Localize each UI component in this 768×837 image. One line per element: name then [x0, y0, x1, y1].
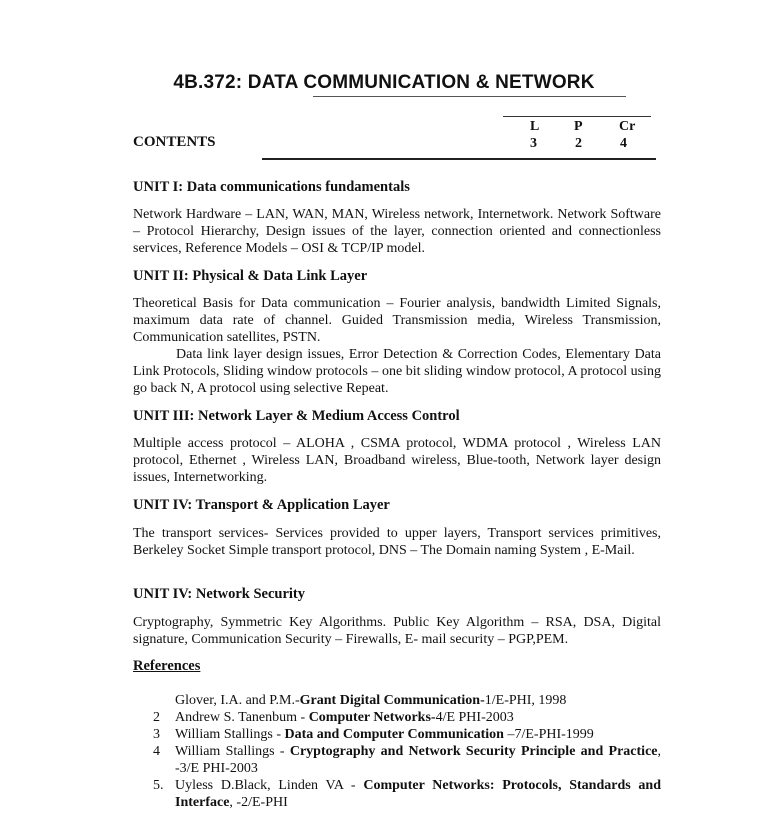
reference-item	[133, 692, 661, 709]
reference-item	[133, 777, 661, 811]
reference-edition: 4/E PHI-2003	[435, 710, 514, 725]
course-title: 4B.372: DATA COMMUNICATION & NETWORK	[173, 72, 595, 93]
reference-item	[133, 726, 661, 743]
unit-3-heading: UNIT III: Network Layer & Medium Access Control	[133, 408, 460, 424]
reference-author: Uyless D.Black, Linden VA -	[175, 778, 364, 793]
contents-rule	[262, 158, 656, 160]
ltp-value-l: 3	[530, 136, 537, 151]
unit-3-body: Multiple access protocol – ALOHA , CSMA protocol, WDMA protocol , Wireless LAN protocol, Ethernet , Wireless LAN, Broadband wireless, Blue-tooth, Network layer design issues, Internetworking.	[133, 436, 661, 485]
reference-author: William Stallings -	[175, 727, 285, 742]
reference-item	[133, 709, 661, 726]
reference-item	[133, 743, 661, 777]
reference-title: Data and Computer Communication	[284, 727, 504, 742]
unit-2-body-1: Theoretical Basis for Data communication – Fourier analysis, bandwidth Limited Signals, maximum data rate of channel. Guided Transmission media, Wireless Transmission, Communication satellites, PSTN.	[133, 296, 661, 345]
reference-number: 3	[153, 727, 160, 742]
unit-4-body: The transport services- Services provided to upper layers, Transport services primitives, Berkeley Socket Simple transport protocol, DNS – The Domain naming System , E-Mail.	[133, 526, 661, 558]
reference-edition: , -2/E-PHI	[229, 795, 288, 810]
reference-number: 4	[153, 744, 160, 759]
unit-5-body: Cryptography, Symmetric Key Algorithms. Public Key Algorithm – RSA, DSA, Digital signature, Communication Security – Firewalls, E- mail security – PGP,PEM.	[133, 615, 661, 647]
reference-author: Glover, I.A. and P.M.-	[175, 693, 300, 708]
ltp-header-cr: Cr	[619, 119, 636, 134]
reference-number: 2	[153, 710, 160, 725]
unit-1-body: Network Hardware – LAN, WAN, MAN, Wireless network, Internetwork. Network Software – Protocol Hierarchy, Design issues of the layer, connection oriented and connectionless services, Reference Models – OSI & TCP/IP model.	[133, 207, 661, 256]
unit-5-heading: UNIT IV: Network Security	[133, 586, 305, 602]
title-underline	[313, 96, 626, 97]
unit-1-heading: UNIT I: Data communications fundamentals	[133, 179, 410, 195]
unit-2-body-2: Data link layer design issues, Error Detection & Correction Codes, Elementary Data Link Protocols, Sliding window protocols – one bit sliding window protocol, A protocol using go back N, A protocol using selective Repeat.	[133, 347, 661, 396]
ltp-value-cr: 4	[620, 136, 627, 151]
ltp-rule-top	[503, 116, 651, 117]
reference-number: 5.	[153, 778, 164, 793]
references-heading: References	[133, 658, 201, 674]
reference-title: Computer Networks: Protocols, Standards and Interface	[175, 778, 661, 810]
reference-edition: 1/E-PHI, 1998	[484, 693, 567, 708]
reference-author: William Stallings -	[175, 744, 290, 759]
ltp-header-p: P	[574, 119, 583, 134]
reference-edition: , -3/E PHI-2003	[175, 744, 662, 776]
reference-title: Computer Networks-	[308, 710, 436, 725]
unit-2-heading: UNIT II: Physical & Data Link Layer	[133, 268, 368, 284]
ltp-value-p: 2	[575, 136, 582, 151]
reference-edition: –7/E-PHI-1999	[503, 727, 594, 742]
contents-label: CONTENTS	[133, 134, 216, 150]
ltp-header-l: L	[530, 119, 540, 134]
reference-title: Grant Digital Communication-	[299, 693, 485, 708]
reference-author: Andrew S. Tanenbum -	[175, 710, 309, 725]
unit-4-heading: UNIT IV: Transport & Application Layer	[133, 497, 390, 513]
reference-title: Cryptography and Network Security Principle and Practice	[289, 744, 658, 759]
